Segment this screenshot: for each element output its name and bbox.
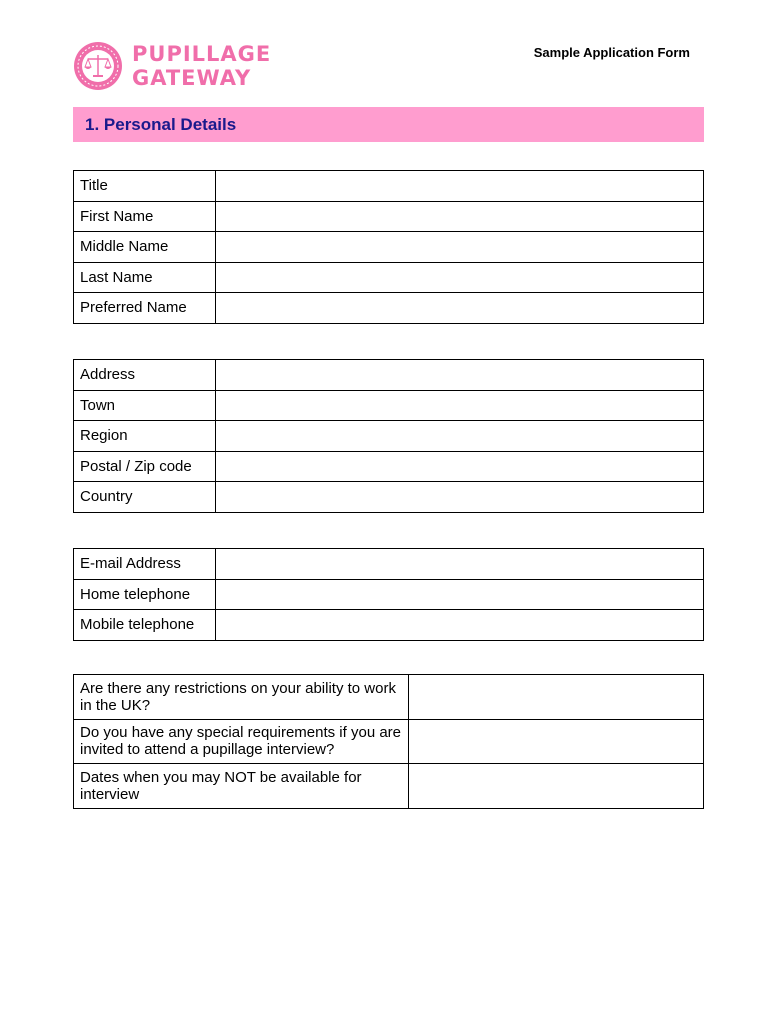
form-row	[74, 764, 704, 809]
form-row	[74, 390, 704, 421]
work-restrictions-input[interactable]	[409, 675, 704, 720]
form-row	[74, 719, 704, 764]
form-row	[74, 293, 704, 324]
field-label: Last Name	[74, 262, 216, 293]
preferred-name-input[interactable]	[216, 293, 704, 324]
field-label: First Name	[74, 201, 216, 232]
address-table	[73, 359, 704, 513]
field-label: Address	[74, 360, 216, 391]
field-label: Title	[74, 171, 216, 202]
first-name-input[interactable]	[216, 201, 704, 232]
field-label: Country	[74, 482, 216, 513]
last-name-input[interactable]	[216, 262, 704, 293]
form-row	[74, 482, 704, 513]
logo-line-1: PUPILLAGE	[132, 42, 272, 66]
form-row	[74, 451, 704, 482]
form-row	[74, 549, 704, 580]
form-row	[74, 262, 704, 293]
special-requirements-input[interactable]	[409, 719, 704, 764]
form-row	[74, 579, 704, 610]
field-label: Home telephone	[74, 579, 216, 610]
email-input[interactable]	[216, 549, 704, 580]
form-row	[74, 232, 704, 263]
pupillage-gateway-logo	[72, 40, 272, 96]
postal-code-input[interactable]	[216, 451, 704, 482]
section-title: 1. Personal Details	[85, 114, 237, 134]
form-row	[74, 171, 704, 202]
form-row	[74, 675, 704, 720]
section-banner	[73, 107, 704, 142]
town-input[interactable]	[216, 390, 704, 421]
form-row	[74, 360, 704, 391]
mobile-telephone-input[interactable]	[216, 610, 704, 641]
question-label: Are there any restrictions on your ability to work in the UK?	[74, 675, 409, 720]
field-label: Preferred Name	[74, 293, 216, 324]
field-label: Mobile telephone	[74, 610, 216, 641]
unavailable-dates-input[interactable]	[409, 764, 704, 809]
form-row	[74, 201, 704, 232]
form-row	[74, 421, 704, 452]
country-input[interactable]	[216, 482, 704, 513]
document-label: Sample Application Form	[533, 45, 690, 60]
field-label: Region	[74, 421, 216, 452]
scales-of-justice-icon	[72, 40, 124, 92]
field-label: E-mail Address	[74, 549, 216, 580]
address-input[interactable]	[216, 360, 704, 391]
field-label: Postal / Zip code	[74, 451, 216, 482]
region-input[interactable]	[216, 421, 704, 452]
field-label: Middle Name	[74, 232, 216, 263]
question-label: Do you have any special requirements if you are invited to attend a pupillage interview?	[74, 719, 409, 764]
field-label: Town	[74, 390, 216, 421]
questions-table	[73, 674, 704, 809]
form-row	[74, 610, 704, 641]
title-input[interactable]	[216, 171, 704, 202]
home-telephone-input[interactable]	[216, 579, 704, 610]
name-table	[73, 170, 704, 324]
logo-line-2: GATEWAY	[132, 66, 252, 90]
middle-name-input[interactable]	[216, 232, 704, 263]
contact-table	[73, 548, 704, 641]
question-label: Dates when you may NOT be available for interview	[74, 764, 409, 809]
